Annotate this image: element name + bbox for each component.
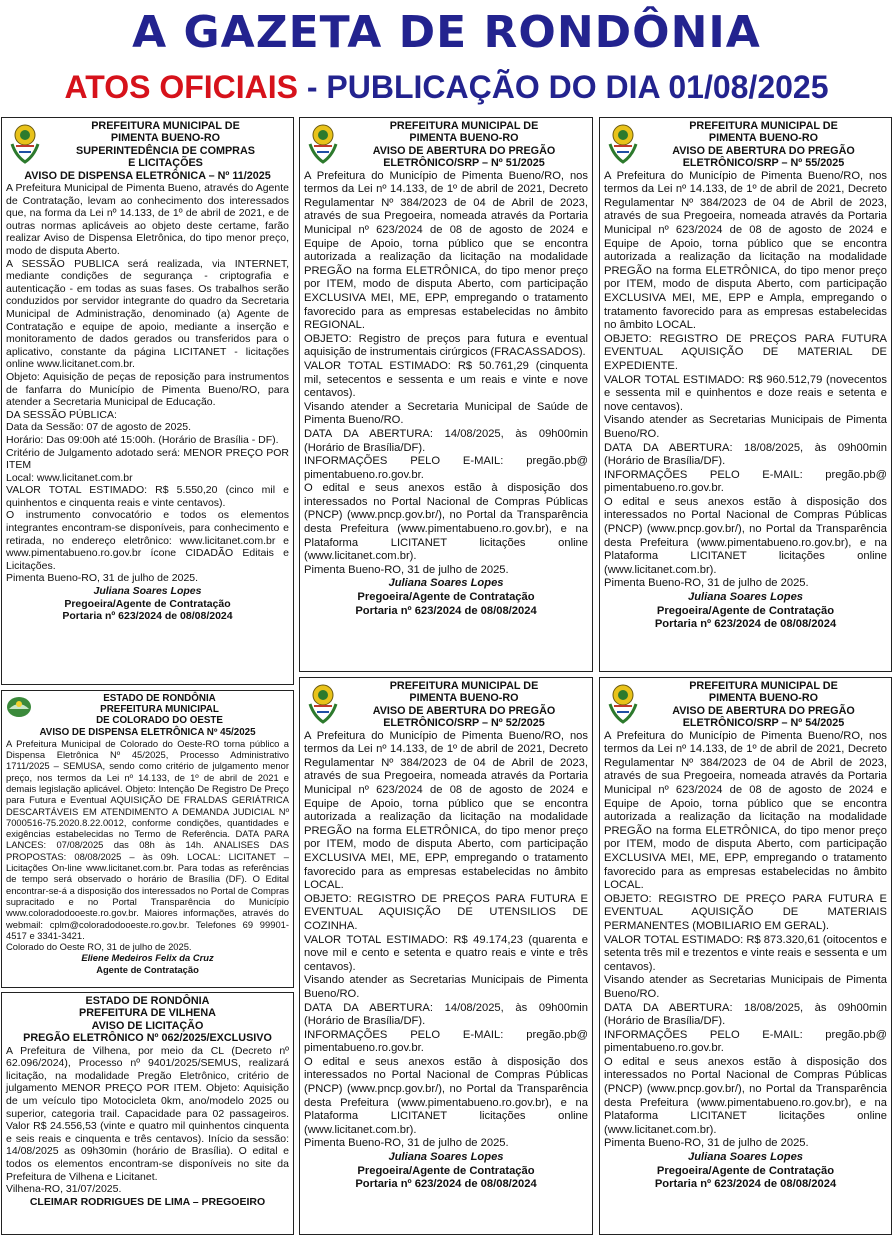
paragraph: Pimenta Bueno-RO, 31 de julho de 2025. [604,1137,809,1150]
subtitle-separator: - [297,69,327,105]
signer-role: Pregoeira/Agente de Contratação [656,604,835,617]
paragraph: A SESSÃO PUBLICA será realizada, via INTERNET, mediante condições de segurança - criptografia e autenticação - em todas as suas fases. Os trabalhos serão conduzidos por servidor integrante do quadro da Secretaria Municipal de Administração, denominado (a) Agente de Contratação e equipe de apoio, mediante a inserção e monitoramento de dados gerados ou transferidos para o aplicativo, constante da página LICITANET - licitações online www.licitanet.com.br. [6,257,289,371]
notice-dispensa-11-2025 [1,117,294,685]
header-line: ELETRÔNICO/SRP – Nº 55/2025 [682,157,845,170]
notice-pregao-52-2025 [299,677,593,1235]
publication-date-label: PUBLICAÇÃO DO DIA 01/08/2025 [326,69,829,105]
notice-header [604,120,887,170]
pimenta-bueno-crest-icon [606,682,640,724]
paragraph: Horário: Das 09:00h até 15:00h. (Horário de Brasília - DF). [6,433,279,446]
paragraph: Visando atender as Secretarias Municipais de Pimenta Bueno/RO. [604,414,887,440]
paragraph: Visando atender a Secretaria Municipal de Saúde de Pimenta Bueno/RO. [304,400,588,427]
signer-role: Pregoeira/Agente de Contratação [357,1164,535,1177]
signer-name: Juliana Soares Lopes [93,585,202,598]
header-line: PREFEITURA MUNICIPAL DE [389,680,539,692]
paragraph: Vilhena-RO, 31/07/2025. [6,1183,122,1196]
paragraph: A Prefeitura de Vilhena, por meio da CL (Decreto nº 62.096/2024), Processo nº 9401/2025/SEMUS, realizará licitação, na modalidade Pregão Eletrônico, critério de julgamento MENOR PREÇO POR ITEM. Objeto: Aquisição de um veículo tipo Motocicleta 0km, ano/modelo 2025 ou superior, categoria trail. Capacidade para 02 passageiros. Valor R$ 24.556,53 (vinte e quatro mil quinhentos cinquenta e seis reais e cinquenta e três centavos). Início da sessão: 14/08/2025 as 09h30min (horário de Brasília). O edital e todos os elementos encontram-se disponíveis no site da Prefeitura de Vilhena e Licitanet. [6,1044,289,1183]
notice-colorado-45-2025 [1,690,294,988]
paragraph: O edital e seus anexos estão à disposição dos interessados no Portal Nacional de Compras Públicas (PNCP) (www.pncp.gov.br/), no Portal da Transparência desta Prefeitura (www.pimentabueno.ro.gov.br), e na Plataforma LICITANET licitações online (www.licitanet.com.br). [604,1055,887,1136]
signature-block [6,952,289,975]
signer-portaria: Portaria nº 623/2024 de 08/08/2024 [654,1178,837,1191]
notice-header [304,120,588,170]
notice-title: AVISO DE DISPENSA ELETRÔNICA – Nº 11/2025 [24,169,271,182]
notice-header [6,693,289,738]
header-line: PREFEITURA MUNICIPAL DE [389,120,539,132]
header-line: ELETRÔNICO/SRP – Nº 51/2025 [383,157,545,170]
paragraph: VALOR TOTAL ESTIMADO: R$ 873.320,61 (oitocentos e setenta três mil e trezentos e vinte reais e sessenta e um centavos). [604,933,887,973]
paragraph: Pimenta Bueno-RO, 31 de julho de 2025. [304,563,509,576]
paragraph: Colorado do Oeste RO, 31 de julho de 2025. [6,941,192,953]
header-line: ELETRÔNICO/SRP – Nº 54/2025 [682,717,845,730]
header-line: PIMENTA BUENO-RO [110,132,221,145]
header-line: ESTADO DE RONDÔNIA [85,995,210,1007]
paragraph: OBJETO: REGISTRO DE PREÇOS PARA FUTURA E EVENTUAL AQUISIÇÃO DE UTENSILIOS DE COZINHA. [304,892,588,932]
notice-header [604,680,887,730]
signature-block [304,577,588,618]
header-line: PIMENTA BUENO-RO [409,692,519,705]
notice-header [6,120,289,182]
notice-pregao-54-2025 [599,677,892,1235]
signer-name: Juliana Soares Lopes [388,577,504,590]
notice-header [304,680,588,730]
paragraph: DATA DA ABERTURA: 14/08/2025, às 09h00min (Horário de Brasília/DF). [304,1001,588,1028]
paragraph: VALOR TOTAL ESTIMADO: R$ 50.761,29 (cinquenta mil, setecentos e sessenta e um reais e vinte e nove centavos). [304,359,588,400]
paragraph: VALOR TOTAL ESTIMADO: R$ 5.550,20 (cinco mil e quinhentos e cinquenta reais e vinte centavos). [6,484,289,509]
newspaper-title: A GAZETA DE RONDÔNIA [132,7,761,58]
header-line: PREFEITURA MUNICIPAL DE [91,120,240,132]
paragraph: INFORMAÇÕES PELO E-MAIL: pregão.pb@ pimentabueno.ro.gov.br. [604,468,887,495]
pimenta-bueno-crest-icon [306,122,340,164]
signature-block [604,591,887,632]
paragraph: Visando atender as Secretarias Municipais de Pimenta Bueno/RO. [604,974,887,1000]
pimenta-bueno-crest-icon [8,122,42,164]
paragraph: Local: www.licitanet.com.br [6,471,133,484]
paragraph: OBJETO: REGISTRO DE PREÇOS PARA FUTURA EVENTUAL AQUISIÇÃO DE MATERIAL DE EXPEDIENTE. [604,332,887,372]
paragraph: DATA DA ABERTURA: 14/08/2025, às 09h00min (Horário de Brasília/DF). [304,427,588,454]
paragraph: VALOR TOTAL ESTIMADO: R$ 960.512,79 (novecentos e sessenta mil e quinhentos e doze reais e setenta e nove centavos). [604,373,887,413]
header-line: AVISO DE ABERTURA DO PREGÃO [672,144,855,157]
signer-portaria: Portaria nº 623/2024 de 08/08/2024 [355,1178,537,1191]
paragraph: A Prefeitura do Município de Pimenta Bueno/RO, nos termos da Lei nº 14.133, de 1º de abril de 2021, Decreto Regulamentar Nº 384/2023 de 04 de Abril de 2023, através de sua Pregoeira, nomeada através da Portaria Municipal nº 623/2024 de 08 de agosto de 2024 e Equipe de Apoio, torna público que se encontra autorizada a realização da licitação na modalidade PREGÃO na forma ELETRÔNICA, do tipo menor preço por ITEM, modo de disputa Aberto, com participação EXCLUSIVA MEI, ME, EPP, empregando o tratamento favorecido para as empresas estabelecidas no âmbito REGIONAL. [304,169,588,332]
paragraph: Data da Sessão: 07 de agosto de 2025. [6,421,192,434]
notice-header [6,995,289,1045]
paragraph: A Prefeitura do Município de Pimenta Bueno/RO, nos termos da Lei nº 14.133, de 1º de abril de 2021, Decreto Regulamentar Nº 384/2023 de 04 de Abril de 2023, através de sua Pregoeira, nomeada através da Portaria Municipal nº 623/2024 de 08 de agosto de 2024 e Equipe de Apoio, torna público que se encontra autorizada a realização da licitação na modalidade PREGÃO na forma ELETRÔNICA, do tipo menor preço por ITEM, modo de disputa Aberto, com participação EXCLUSIVA MEI, ME, EPP, empregando o tratamento favorecido para as empresas estabelecidas no âmbito LOCAL. [304,729,588,892]
signature-block [6,585,289,623]
paragraph: O edital e seus anexos estão à disposição dos interessados no Portal Nacional de Compras Públicas (PNCP) (www.pncp.gov.br/), no Portal da Transparência desta Prefeitura (www.pimentabueno.ro.gov.br), e na Plataforma LICITANET licitações online (www.licitanet.com.br). [604,495,887,576]
paragraph: Pimenta Bueno-RO, 31 de julho de 2025. [6,572,199,585]
header-line: E LICITAÇÕES [128,157,203,170]
pimenta-bueno-crest-icon [606,122,640,164]
header-line: DE COLORADO DO OESTE [96,715,223,727]
paragraph: O edital e seus anexos estão à disposição dos interessados no Portal Nacional de Compras Públicas (PNCP) (www.pncp.gov.br/), no Portal da Transparência desta Prefeitura (www.pimentabueno.ro.gov.br), e na Plataforma LICITANET licitações online (www.licitanet.com.br). [304,482,588,563]
paragraph: VALOR TOTAL ESTIMADO: R$ 49.174,23 (quarenta e nove mil e cento e setenta e quatro reais e vinte e três centavos). [304,933,588,973]
paragraph: INFORMAÇÕES PELO E-MAIL: pregão.pb@ pimentabueno.ro.gov.br. [304,1028,588,1055]
signer-role: Agente de Contratação [96,963,199,975]
header-line: ESTADO DE RONDÔNIA [103,693,216,704]
header-line: AVISO DE LICITAÇÃO [91,1019,204,1032]
paragraph: A Prefeitura do Município de Pimenta Bueno/RO, nos termos da Lei nº 14.133, de 1º de abril de 2021, Decreto Regulamentar Nº 384/2023 de 04 de Abril de 2023, através de sua Pregoeira, nomeada através da Portaria Municipal nº 623/2024 de 08 de agosto de 2024 e Equipe de Apoio, torna público que se encontra autorizada a realização da licitação na modalidade PREGÃO na forma ELETRÔNICA, do tipo menor preço por ITEM, modo de disputa Aberto, com participação EXCLUSIVA MEI, ME, EPP, empregando o tratamento favorecido para as empresas estabelecidas no âmbito LOCAL. [604,729,887,892]
header-line: AVISO DE ABERTURA DO PREGÃO [672,704,855,717]
paragraph: INFORMAÇÕES PELO E-MAIL: pregão.pb@ pimentabueno.ro.gov.br. [604,1028,887,1055]
colorado-crest-icon [6,693,32,719]
header-line: PREFEITURA MUNICIPAL DE [689,680,838,692]
paragraph: Pimenta Bueno-RO, 31 de julho de 2025. [604,577,809,590]
header-line: ELETRÔNICO/SRP – Nº 52/2025 [383,717,545,730]
paragraph: INFORMAÇÕES PELO E-MAIL: pregão.pb@ pimentabueno.ro.gov.br. [304,455,588,481]
paragraph: DATA DA ABERTURA: 18/08/2025, às 09h00min (Horário de Brasília/DF). [604,441,887,468]
notice-title: AVISO DE DISPENSA ELETRÔNICA Nº 45/2025 [39,726,256,738]
header-line: PIMENTA BUENO-RO [708,132,819,145]
paragraph: Pimenta Bueno-RO, 31 de julho de 2025. [304,1137,509,1150]
header-line: AVISO DE ABERTURA DO PREGÃO [372,144,556,157]
notice-title: PREGÃO ELETRÔNICO Nº 062/2025/EXCLUSIVO [23,1032,272,1045]
signer-portaria: Portaria nº 623/2024 de 08/08/2024 [654,618,837,631]
signer-name: Juliana Soares Lopes [388,1151,504,1164]
paragraph: A Prefeitura do Município de Pimenta Bueno/RO, nos termos da Lei nº 14.133, de 1º de abril de 2021, Decreto Regulamentar Nº 384/2023 de 04 de Abril de 2023, através de sua Pregoeira, nomeada através da Portaria Municipal nº 623/2024 de 08 de agosto de 2024 e Equipe de Apoio, torna público que se encontra autorizada a realização da licitação na modalidade PREGÃO na forma ELETRÔNICA, do tipo menor preço por ITEM, modo de disputa Aberto, com participação EXCLUSIVA MEI, ME, EPP e Ampla, empregando o tratamento favorecido para as empresas estabelecidas no âmbito LOCAL. [604,169,887,332]
signature-block [304,1151,588,1192]
notice-vilhena-062-2025 [1,992,294,1235]
signer-portaria: Portaria nº 623/2024 de 08/08/2024 [62,610,233,623]
paragraph: Visando atender as Secretarias Municipais de Pimenta Bueno/RO. [304,974,588,1000]
paragraph: A Prefeitura Municipal de Pimenta Bueno, através do Agente de Contratação, levam ao conhecimento dos interessados que, na forma da Lei nº 14.133, de 1º de abril de 2021, e de outras normas aplicáveis ao objeto deste certame, farão realizar Aviso de Dispensa Eletrônica, do tipo menor preço, modo de disputa Aberto. [6,182,289,257]
signature-block [604,1151,887,1192]
signer-name: Eliene Medeiros Felix da Cruz [81,952,214,964]
atos-oficiais-label: ATOS OFICIAIS [64,69,298,105]
signer-name: Juliana Soares Lopes [687,591,804,604]
paragraph: O edital e seus anexos estão à disposição dos interessados no Portal Nacional de Compras Públicas (PNCP) (www.pncp.gov.br/), no Portal da Transparência desta Prefeitura (www.pimentabueno.ro.gov.br), e na Plataforma LICITANET licitações online (www.licitanet.com.br). [304,1055,588,1136]
paragraph: Objeto: Aquisição de peças de reposição para instrumentos de fanfarra do Município de Pimenta Bueno/RO, para atender a Secretaria Municipal de Educação. [6,370,289,409]
paragraph: A Prefeitura Municipal de Colorado do Oeste-RO torna público a Dispensa Eletrônica Nº 45/2025, Processo Administrativo 1711/2025 – SEMUSA, sendo como critério de julgamento menor preço, nos termos da Lei nº 14.133, de 1º de abril de 2021 e demais legislação aplicável. Objeto: Intenção De Registro De Preço para Futura e Eventual AQUISIÇÃO DE FRALDAS GERIÁTRICA DESCARTÁVEIS EM ATENDIMENTO A DEMANDA JUDICIAL Nº 7000516-75.2020.8.22.0012, conforme condições, quantidades e exigências estabelecidas no Termo de Referência. DATA PARA LANCES: 07/08/2025 das 08h às 14h. ANALISES DAS PROPOSTAS: 08/08/2025 – às 09h. LOCAL: LICITANET – Licitações On-line www.licitanet.com.br. Para todas as referências de tempo será observado o horário de Brasília (DF). O Edital encontrar-se-á a disposição dos interessados no Portal de Compras supracitado e no Portal Transparência do Município www.coloradodooeste.ro.gov.br. Maiores informações, através do webmail: cplm@coloradodooeste.ro.gov.br. Telefones 69 99901-4517 e 3341-3421. [6,737,289,941]
signer-role: Pregoeira/Agente de Contratação [357,591,535,604]
header-line: PREFEITURA MUNICIPAL [100,704,219,716]
paragraph: DATA DA ABERTURA: 18/08/2025, às 09h00min (Horário de Brasília/DF). [604,1001,887,1028]
header-line: PREFEITURA MUNICIPAL DE [689,120,838,132]
notice-pregao-51-2025 [299,117,593,672]
signer-role: Pregoeira/Agente de Contratação [64,597,231,610]
paragraph: Critério de Julgamento adotado será: MENOR PREÇO POR ITEM [6,446,289,472]
header-line: PREFEITURA DE VILHENA [79,1007,216,1020]
header-line: PIMENTA BUENO-RO [409,132,519,145]
signer-role: Pregoeira/Agente de Contratação [656,1164,835,1177]
header-line: PIMENTA BUENO-RO [708,692,819,705]
signer-portaria: Portaria nº 623/2024 de 08/08/2024 [355,604,537,617]
signer-name: Juliana Soares Lopes [687,1151,804,1164]
signature-block: CLEIMAR RODRIGUES DE LIMA – PREGOEIRO [29,1195,266,1208]
header-line: SUPERINTEDÊNCIA DE COMPRAS [76,144,255,157]
paragraph: OBJETO: Registro de preços para futura e eventual aquisição de instrumentais cirúrgicos (FRACASSADOS). [304,332,588,359]
pimenta-bueno-crest-icon [306,682,340,724]
paragraph: O instrumento convocatório e todos os elementos integrantes encontram-se disponíveis, para conhecimento e retirada, no endereço eletrônico: www.licitanet.com.br e www.pimentabueno.ro.gov.br ícone CIDADÃO Editais e Licitações. [6,509,289,572]
header-line: AVISO DE ABERTURA DO PREGÃO [372,704,556,717]
paragraph: DA SESSÃO PÚBLICA: [6,408,117,421]
notice-pregao-55-2025 [599,117,892,672]
paragraph: OBJETO: REGISTRO DE PREÇO PARA FUTURA E EVENTUAL AQUISIÇÃO DE MATERIAIS PERMANENTES (MOBILIARIO EM GERAL). [604,892,887,932]
publication-subtitle [0,68,893,106]
